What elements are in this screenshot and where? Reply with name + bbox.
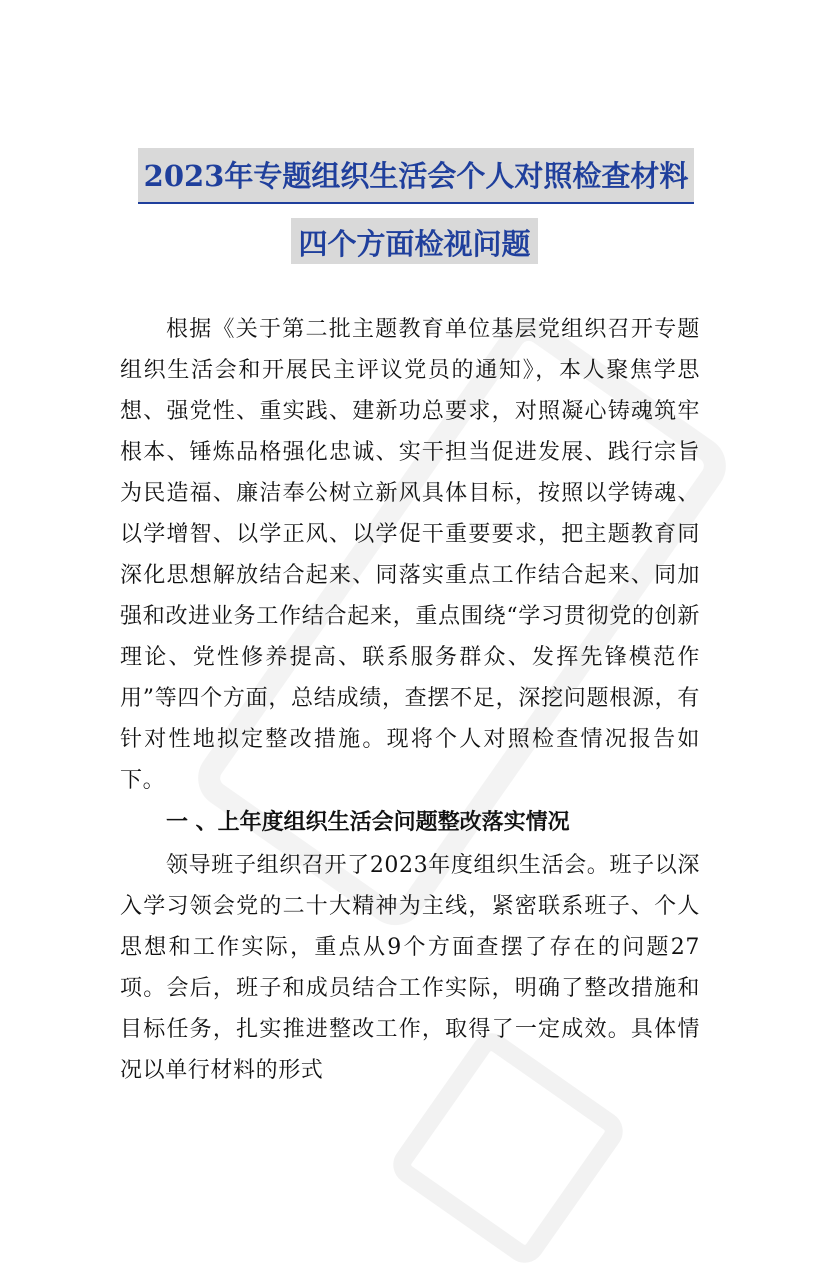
- section-heading-1: 一 、上年度组织生活会问题整改落实情况: [166, 810, 570, 835]
- section-1-paragraph: 领导班子组织召开了2023年度组织生活会。班子以深入学习领会党的二十大精神为主线，紧密联系班子、个人思想和工作实际，重点从9个方面查摆了存在的问题27项。会后，班子和成员结合工作实际，明确了整改措施和目标任务，扎实推进整改工作，取得了一定成效。具体情况以单行材料的形式: [120, 853, 700, 1083]
- document-title-line-1: 2023年专题组织生活会个人对照检查材料: [138, 148, 694, 204]
- document-title-line-2: 四个方面检视问题: [291, 218, 538, 264]
- intro-paragraph: 根据《关于第二批主题教育单位基层党组织召开专题组织生活会和开展民主评议党员的通知》，本人聚焦学思想、强党性、重实践、建新功总要求，对照凝心铸魂筑牢根本、锤炼品格强化忠诚、实干担当促进发展、践行宗旨为民造福、廉洁奉公树立新风具体目标，按照以学铸魂、以学增智、以学正风、以学促干重要要求，把主题教育同深化思想解放结合起来、同落实重点工作结合起来、同加强和改进业务工作结合起来，重点围绕“学习贯彻党的创新理论、党性修养提高、联系服务群众、发挥先锋模范作用”等四个方面，总结成绩，查摆不足，深挖问题根源，有针对性地拟定整改措施。现将个人对照检查情况报告如下。: [120, 317, 700, 793]
